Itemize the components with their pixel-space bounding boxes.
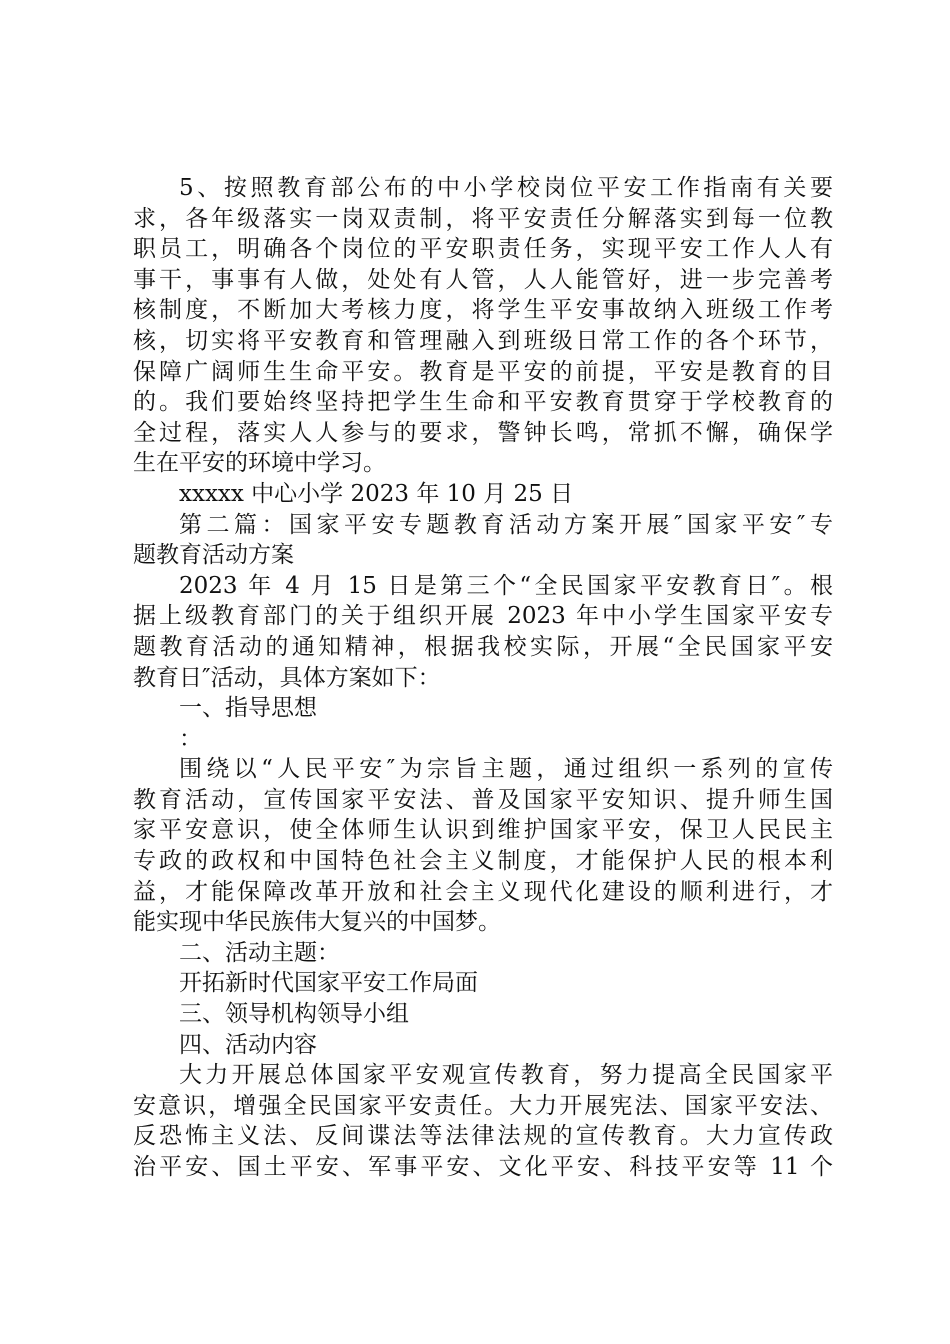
text-line: 2023 年 4 月 15 日是第三个“全民国家平安教育日″。根 (179, 572, 833, 599)
text-line: 全过程，落实人人参与的要求，警钟长鸣，常抓不懈，确保学 (133, 419, 833, 446)
text-line: 一、指导思想 (179, 695, 317, 722)
text-line: 职员工，明确各个岗位的平安职责任务，实现平安工作人人有 (133, 236, 833, 263)
text-line: 生在平安的环境中学习。 (133, 450, 386, 477)
text-line: 专政的政权和中国特色社会主义制度，才能保护人民的根本利 (133, 848, 833, 875)
text-line: 三、领导机构领导小组 (179, 1001, 409, 1028)
text-line: 开拓新时代国家平安工作局面 (179, 970, 478, 997)
text-line: 四、活动内容 (179, 1031, 317, 1058)
text-line: 核，切实将平安教育和管理融入到班级日常工作的各个环节， (133, 327, 833, 354)
text-line: 求，各年级落实一岗双责制，将平安责任分解落实到每一位教 (133, 205, 833, 232)
text-line: 二、活动主题： (179, 939, 340, 966)
text-line: 的。我们要始终坚持把学生生命和平安教育贯穿于学校教育的 (133, 389, 833, 416)
text-line: 教育日″活动，具体方案如下： (133, 664, 441, 691)
text-line: 大力开展总体国家平安观宣传教育，努力提高全民国家平 (179, 1062, 833, 1089)
text-line: 题教育活动方案 (133, 542, 294, 569)
text-line: 家平安意识，使全体师生认识到维护国家平安，保卫人民民主 (133, 817, 833, 844)
text-line: 5、按照教育部公布的中小学校岗位平安工作指南有关要 (179, 175, 833, 201)
text-line: 题教育活动的通知精神，根据我校实际，开展“全民国家平安 (133, 633, 833, 660)
text-line: 安意识，增强全民国家平安责任。大力开展宪法、国家平安法、 (133, 1092, 833, 1119)
text-line: 教育活动，宣传国家平安法、普及国家平安知识、提升师生国 (133, 786, 833, 813)
text-line: 保障广阔师生生命平安。教育是平安的前提，平安是教育的目 (133, 358, 833, 385)
document-page (133, 173, 833, 1183)
text-line: 第二篇：国家平安专题教育活动方案开展″国家平安″专 (179, 511, 833, 538)
text-line: 围绕以“人民平安″为宗旨主题，通过组织一系列的宣传 (179, 756, 833, 783)
text-line: ： (179, 725, 202, 752)
text-line: xxxxx 中心小学 2023 年 10 月 25 日 (179, 480, 574, 507)
text-line: 据上级教育部门的关于组织开展 2023 年中小学生国家平安专 (133, 603, 833, 630)
text-line: 治平安、国土平安、军事平安、文化平安、科技平安等 11 个 (133, 1154, 833, 1180)
text-line: 核制度，不断加大考核力度，将学生平安事故纳入班级工作考 (133, 297, 833, 324)
text-line: 事干，事事有人做，处处有人管，人人能管好，进一步完善考 (133, 266, 833, 293)
text-line: 益，才能保障改革开放和社会主义现代化建设的顺利进行，才 (133, 878, 833, 905)
text-line: 能实现中华民族伟大复兴的中国梦。 (133, 909, 501, 936)
text-line: 反恐怖主义法、反间谍法等法律法规的宣传教育。大力宣传政 (133, 1123, 833, 1150)
